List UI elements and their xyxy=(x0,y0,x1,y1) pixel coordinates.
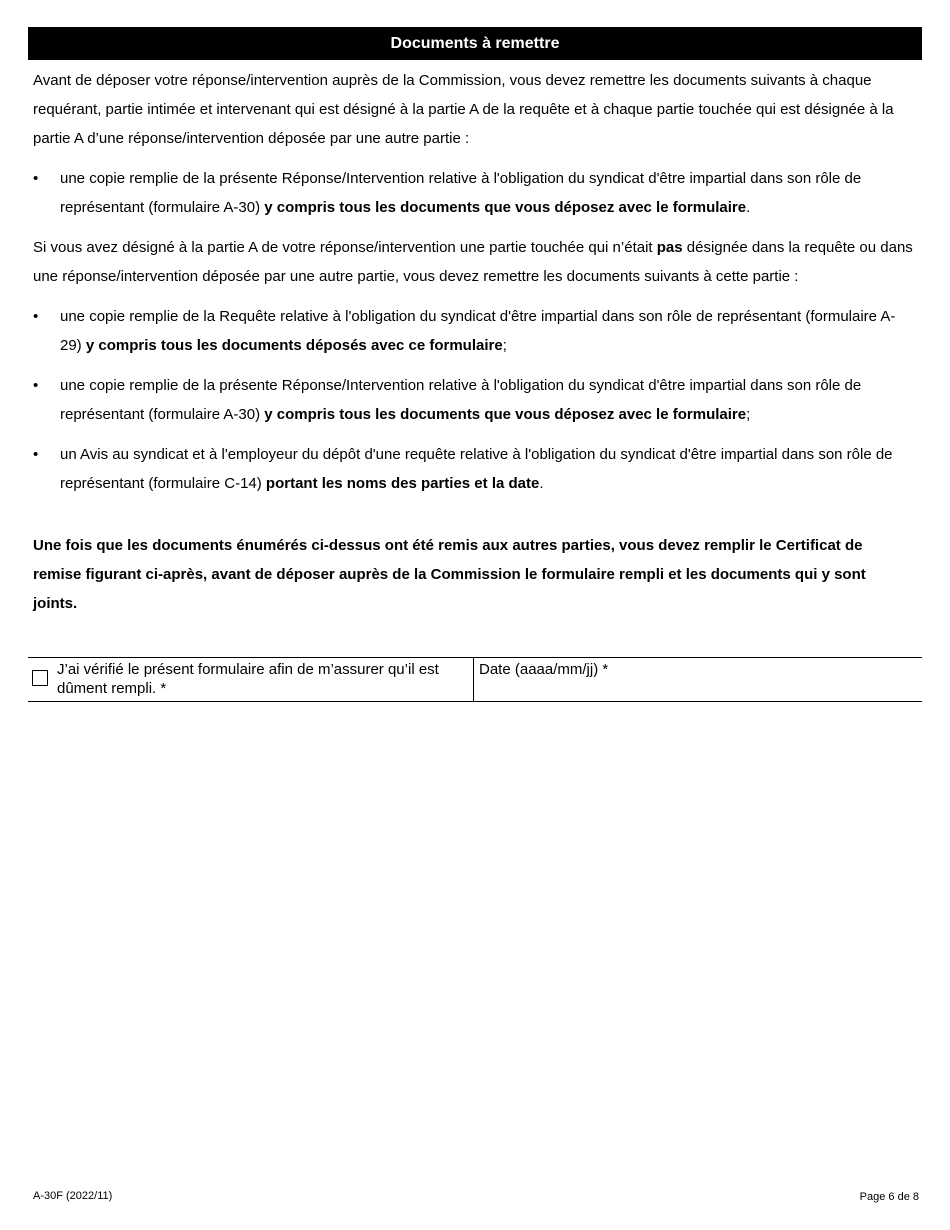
intro-paragraph: Avant de déposer votre réponse/intervention auprès de la Commission, vous devez remettre les documents suivants à chaque requérant, partie intimée et intervenant qui est désigné à la partie A de la requête et à chaque partie touchée qui est désignée à la partie A d’une réponse/intervention déposée par une autre partie : xyxy=(33,72,894,147)
item-bold: y compris tous les documents déposés avec ce formulaire xyxy=(85,337,503,354)
bullet-icon: • xyxy=(33,377,39,394)
bullet-list-1 xyxy=(33,164,913,222)
item-end: . xyxy=(539,475,544,492)
second-para-after: désignée dans la requête ou dans une réponse/intervention déposée par une autre partie, vous devez remettre les documents suivants à cette partie : xyxy=(33,239,913,285)
item-text: une copie remplie de la Requête relative à l'obligation du syndicat d'être impartial dans son rôle de représentant (formulaire A-29) xyxy=(60,308,896,354)
item-end: ; xyxy=(502,337,507,354)
date-cell xyxy=(474,658,922,701)
instructions xyxy=(33,66,913,629)
list-item xyxy=(33,440,913,498)
verified-checkbox[interactable] xyxy=(32,670,48,686)
date-input[interactable] xyxy=(624,662,928,700)
bullet-icon: • xyxy=(33,446,39,463)
item-bold: y compris tous les documents que vous déposez avec le formulaire xyxy=(264,199,747,216)
item-bold: y compris tous les documents que vous déposez avec le formulaire xyxy=(264,406,747,423)
date-label: Date (aaaa/mm/jj) * xyxy=(479,661,609,678)
bullet-icon: • xyxy=(33,170,39,187)
item-bold: portant les noms des parties et la date xyxy=(265,475,540,492)
list-item xyxy=(33,164,913,222)
form-code: A-30F (2022/11) xyxy=(33,1190,113,1202)
page-number: Page 6 de 8 xyxy=(859,1191,919,1203)
item-text: une copie remplie de la présente Réponse/Intervention relative à l'obligation du syndicat d'être impartial dans son rôle de représentant (formulaire A-30) xyxy=(60,377,862,423)
final-note: Une fois que les documents énumérés ci-dessus ont été remis aux autres parties, vous devez remplir le Certificat de remise figurant ci-après, avant de déposer auprès de la Commission le formulaire rempli et les documents qui y sont joints. xyxy=(33,537,866,612)
verified-checkbox-label: J’ai vérifié le présent formulaire afin de m’assurer qu’il est dûment rempli. * xyxy=(57,661,439,697)
item-end: . xyxy=(746,199,751,216)
item-end: ; xyxy=(746,406,751,423)
list-item xyxy=(33,302,913,360)
bullet-list-2 xyxy=(33,302,913,498)
second-para-before: Si vous avez désigné à la partie A de votre réponse/intervention une partie touchée qui n’était xyxy=(33,239,657,256)
verification-cell xyxy=(28,658,474,701)
second-para-bold: pas xyxy=(656,239,683,256)
list-item xyxy=(33,371,913,429)
section-header xyxy=(28,27,922,60)
section-title: Documents à remettre xyxy=(390,34,560,52)
item-text: une copie remplie de la présente Réponse/Intervention relative à l'obligation du syndicat d'être impartial dans son rôle de représentant (formulaire A-30) xyxy=(60,170,862,216)
verification-form xyxy=(28,657,922,702)
second-paragraph xyxy=(33,233,913,291)
bullet-icon: • xyxy=(33,308,39,325)
item-text: un Avis au syndicat et à l'employeur du dépôt d'une requête relative à l'obligation du syndicat d'être impartial dans son rôle de représentant (formulaire C-14) xyxy=(60,446,893,492)
